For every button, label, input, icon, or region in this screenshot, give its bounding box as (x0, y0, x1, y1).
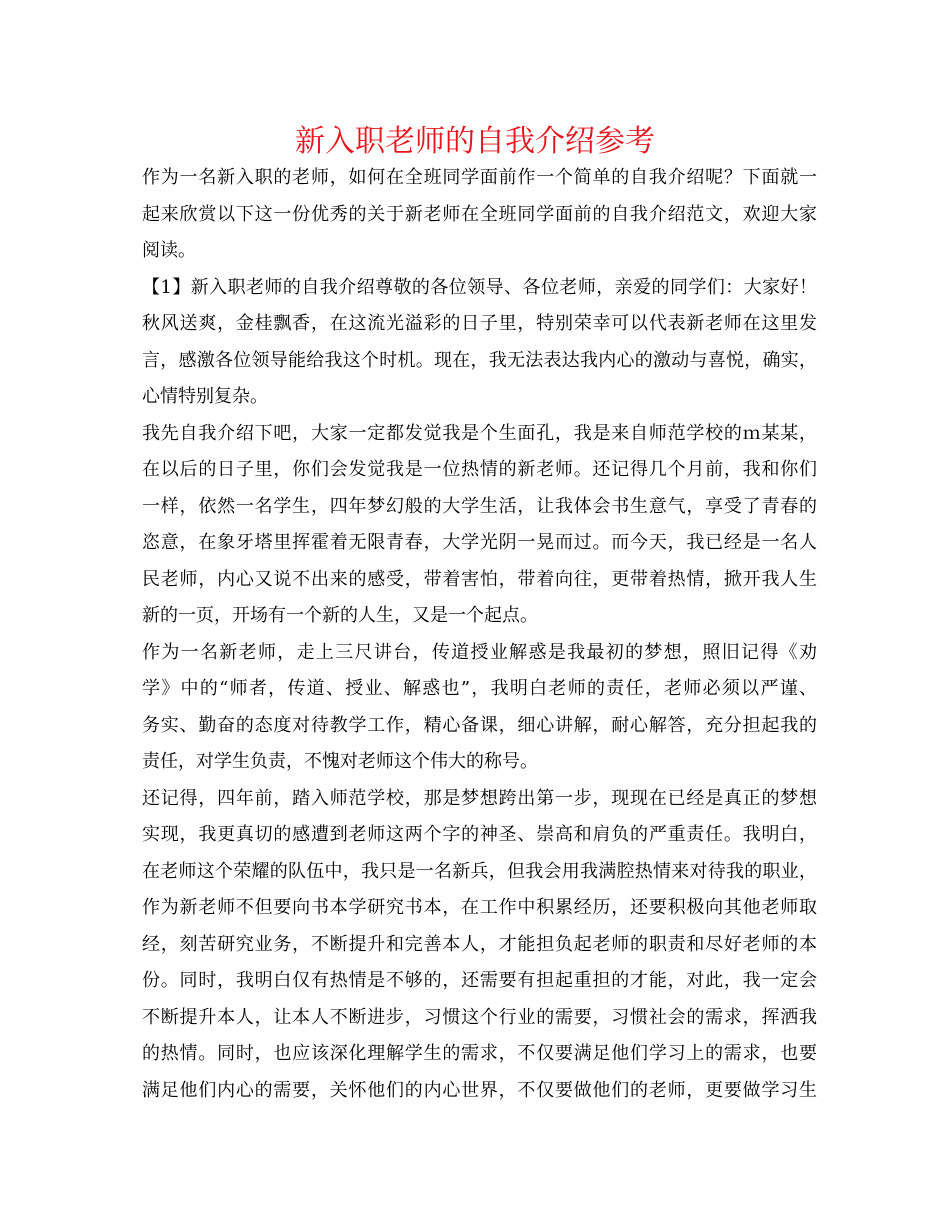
body-line: 秋风送爽，金桂飘香，在这流光溢彩的日子里，特别荣幸可以代表新老师在这里发 (142, 313, 817, 334)
body-line: 作为一名新入职的老师，如何在全班同学面前作一个简单的自我介绍呢？下面就一 (142, 167, 817, 188)
document-title: 新入职老师的自我介绍参考 (295, 124, 655, 159)
body-line: 【1】新入职老师的自我介绍尊敬的各位领导、各位老师，亲爱的同学们：大家好！ (142, 276, 817, 298)
body-line: 份。同时，我明白仅有热情是不够的，还需要有担起重担的才能，对此，我一定会 (142, 970, 817, 991)
body-line: 实现，我更真切的感遭到老师这两个字的神圣、崇高和肩负的严重责任。我明白， (142, 824, 817, 845)
body-line: 的热情。同时，也应该深化理解学生的需求，不仅要满足他们学习上的需求，也要 (142, 1043, 817, 1064)
body-line: 心情特别复杂。 (142, 386, 268, 407)
body-line: 在老师这个荣耀的队伍中，我只是一名新兵，但我会用我满腔热情来对待我的职业， (142, 860, 817, 882)
body-line: 学》中的“师者，传道、授业、解惑也”，我明白老师的责任，老师必须以严谨、 (142, 678, 817, 699)
document-body (142, 160, 817, 1109)
body-line: 还记得，四年前，踏入师范学校，那是梦想跨出第一步，现现在已经是真正的梦想 (142, 787, 817, 809)
body-line: 满足他们内心的需要，关怀他们的内心世界，不仅要做他们的老师，更要做学习生 (142, 1079, 817, 1101)
body-line: 在以后的日子里，你们会发觉我是一位热情的新老师。还记得几个月前，我和你们 (142, 459, 817, 480)
body-line: 务实、勤奋的态度对待教学工作，精心备课，细心讲解，耐心解答，充分担起我的 (142, 714, 817, 736)
body-line: 责任，对学生负责，不愧对老师这个伟大的称号。 (142, 751, 538, 772)
body-line: 阅读。 (142, 240, 196, 261)
body-line: 经，刻苦研究业务，不断提升和完善本人，才能担负起老师的职责和尽好老师的本 (142, 933, 817, 955)
body-line: 恣意，在象牙塔里挥霍着无限青春，大学光阴一晃而过。而今天，我已经是一名人 (142, 532, 817, 553)
body-line: 我先自我介绍下吧，大家一定都发觉我是个生面孔，我是来自师范学校的ｍ某某， (142, 422, 817, 444)
body-line: 作为新老师不但要向书本学研究书本，在工作中积累经历，还要积极向其他老师取 (142, 897, 817, 918)
body-line: 民老师，内心又说不出来的感受，带着害怕，带着向往，更带着热情，掀开我人生 (142, 568, 817, 590)
body-line: 言，感激各位领导能给我这个时机。现在，我无法表达我内心的激动与喜悦，确实， (142, 349, 817, 371)
body-line: 作为一名新老师，走上三尺讲台，传道授业解惑是我最初的梦想，照旧记得《劝 (142, 641, 817, 663)
body-line: 起来欣赏以下这一份优秀的关于新老师在全班同学面前的自我介绍范文，欢迎大家 (142, 203, 817, 225)
body-line: 不断提升本人，让本人不断进步，习惯这个行业的需要，习惯社会的需求，挥洒我 (142, 1006, 817, 1028)
body-line: 一样，依然一名学生，四年梦幻般的大学生活，让我体会书生意气，享受了青春的 (142, 495, 817, 517)
body-line: 新的一页，开场有一个新的人生，又是一个起点。 (142, 605, 538, 626)
